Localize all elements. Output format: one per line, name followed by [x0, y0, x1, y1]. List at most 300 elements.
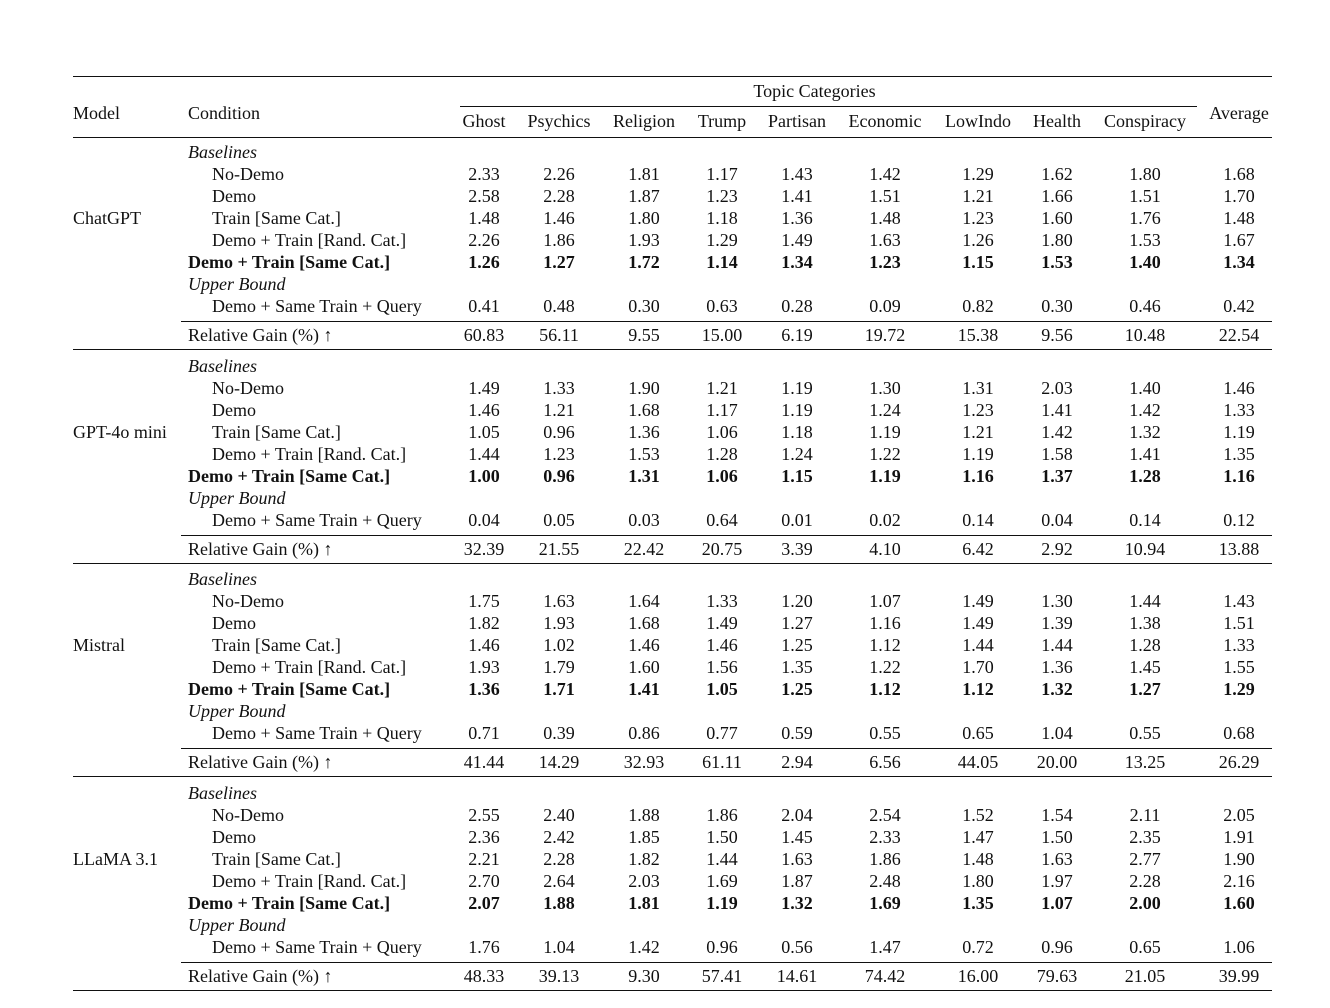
table-cell: 1.36 [781, 208, 813, 228]
table-cell: 14.61 [776, 966, 818, 986]
header-category: Psychics [527, 111, 591, 131]
table-cell: 9.55 [628, 325, 660, 345]
table-cell: 1.44 [1129, 591, 1161, 611]
table-cell: 1.16 [869, 613, 901, 633]
table-cell: 2.36 [468, 827, 500, 847]
table-cell: 2.33 [869, 827, 901, 847]
table-cell: 1.45 [1129, 657, 1161, 677]
relative-gain-label: Relative Gain (%) ↑ [188, 752, 333, 772]
table-cell: 1.88 [543, 893, 575, 913]
header-category: Religion [613, 111, 675, 131]
table-cell: 1.12 [962, 679, 994, 699]
table-cell: 1.26 [962, 230, 994, 250]
table-cell: 1.33 [543, 378, 575, 398]
table-cell: 2.33 [468, 164, 500, 184]
table-cell: 48.33 [463, 966, 505, 986]
table-cell: 1.44 [1041, 635, 1073, 655]
table-cell: 1.49 [706, 613, 738, 633]
table-cell: 1.00 [468, 466, 500, 486]
header-bottom-rule [73, 137, 1272, 138]
table-cell: 1.41 [628, 679, 660, 699]
table-cell: 1.80 [962, 871, 994, 891]
table-cell: 1.53 [1129, 230, 1161, 250]
condition-label: Demo + Train [Same Cat.] [188, 893, 391, 913]
table-cell: 4.10 [869, 539, 901, 559]
table-cell: 1.36 [468, 679, 500, 699]
condition-label: Demo [212, 400, 256, 420]
table-cell: 1.19 [1223, 422, 1255, 442]
table-cell: 0.59 [781, 723, 813, 743]
table-cell: 1.06 [706, 422, 738, 442]
table-cell: 2.48 [869, 871, 901, 891]
table-cell: 1.72 [628, 252, 660, 272]
table-cell: 57.41 [701, 966, 743, 986]
table-cell: 2.28 [543, 849, 575, 869]
condition-label: Demo + Train [Same Cat.] [188, 466, 391, 486]
table-cell: 2.07 [468, 893, 500, 913]
table-cell: 1.48 [962, 849, 994, 869]
section-rule [73, 563, 1272, 564]
table-cell: 1.49 [781, 230, 813, 250]
table-cell: 1.22 [869, 657, 901, 677]
table-cell: 0.71 [468, 723, 500, 743]
table-cell: 0.14 [962, 510, 994, 530]
table-cell: 1.86 [869, 849, 901, 869]
table-cell: 1.42 [1041, 422, 1073, 442]
table-cell: 1.23 [962, 208, 994, 228]
table-cell: 1.35 [781, 657, 813, 677]
table-cell: 1.68 [628, 613, 660, 633]
table-cell: 1.02 [543, 635, 575, 655]
table-cell: 0.01 [781, 510, 813, 530]
table-cell: 0.96 [706, 937, 738, 957]
condition-label: Demo + Train [Same Cat.] [188, 679, 391, 699]
table-cell: 32.93 [623, 752, 665, 772]
table-cell: 1.19 [869, 422, 901, 442]
condition-label: Demo [212, 827, 256, 847]
table-cell: 2.16 [1223, 871, 1255, 891]
table-cell: 1.16 [1223, 466, 1255, 486]
table-cell: 1.54 [1041, 805, 1073, 825]
table-cell: 0.82 [962, 296, 994, 316]
table-cell: 1.93 [628, 230, 660, 250]
condition-label: Demo + Train [Rand. Cat.] [212, 444, 407, 464]
table-cell: 1.07 [1041, 893, 1073, 913]
table-cell: 21.55 [538, 539, 580, 559]
table-cell: 39.99 [1218, 966, 1260, 986]
table-cell: 1.38 [1129, 613, 1161, 633]
table-cell: 1.32 [781, 893, 813, 913]
table-cell: 1.81 [628, 893, 660, 913]
table-cell: 1.69 [869, 893, 901, 913]
table-cell: 1.41 [781, 186, 813, 206]
condition-group-label: Upper Bound [188, 915, 286, 935]
table-cell: 0.96 [543, 422, 575, 442]
table-cell: 1.32 [1129, 422, 1161, 442]
table-cell: 1.40 [1129, 378, 1161, 398]
condition-label: Demo + Same Train + Query [212, 723, 422, 743]
table-cell: 1.56 [706, 657, 738, 677]
table-cell: 2.21 [468, 849, 500, 869]
condition-label: Demo + Train [Rand. Cat.] [212, 657, 407, 677]
table-cell: 1.51 [1223, 613, 1255, 633]
table-cell: 41.44 [463, 752, 505, 772]
table-cell: 1.23 [869, 252, 901, 272]
gain-rule [181, 535, 1272, 536]
table-cell: 1.46 [468, 400, 500, 420]
table-cell: 1.90 [628, 378, 660, 398]
table-cell: 10.94 [1124, 539, 1166, 559]
table-cell: 1.41 [1041, 400, 1073, 420]
table-cell: 1.31 [628, 466, 660, 486]
table-cell: 0.65 [1129, 937, 1161, 957]
table-cell: 1.50 [706, 827, 738, 847]
condition-label: Train [Same Cat.] [212, 849, 341, 869]
table-cell: 2.94 [781, 752, 813, 772]
table-cell: 1.31 [962, 378, 994, 398]
table-cell: 1.21 [962, 186, 994, 206]
table-cell: 1.48 [1223, 208, 1255, 228]
topic-categories-rule [460, 106, 1197, 107]
condition-group-label: Upper Bound [188, 488, 286, 508]
table-cell: 1.27 [543, 252, 575, 272]
table-cell: 13.25 [1124, 752, 1166, 772]
table-cell: 1.46 [543, 208, 575, 228]
table-cell: 19.72 [864, 325, 906, 345]
table-cell: 1.18 [706, 208, 738, 228]
table-cell: 1.49 [468, 378, 500, 398]
header-category: Partisan [768, 111, 826, 131]
table-cell: 0.09 [869, 296, 901, 316]
table-cell: 0.30 [1041, 296, 1073, 316]
table-cell: 0.39 [543, 723, 575, 743]
top-rule [73, 76, 1272, 77]
condition-label: Train [Same Cat.] [212, 635, 341, 655]
condition-label: No-Demo [212, 164, 284, 184]
table-cell: 1.80 [628, 208, 660, 228]
table-cell: 1.21 [706, 378, 738, 398]
table-cell: 1.28 [706, 444, 738, 464]
table-cell: 2.26 [468, 230, 500, 250]
table-cell: 0.12 [1223, 510, 1255, 530]
condition-label: Demo + Train [Rand. Cat.] [212, 871, 407, 891]
table-cell: 14.29 [538, 752, 580, 772]
table-cell: 1.33 [1223, 400, 1255, 420]
table-cell: 1.70 [962, 657, 994, 677]
table-cell: 1.43 [781, 164, 813, 184]
table-cell: 1.66 [1041, 186, 1073, 206]
header-category: Economic [848, 111, 922, 131]
table-cell: 1.36 [1041, 657, 1073, 677]
table-cell: 1.53 [1041, 252, 1073, 272]
table-cell: 1.35 [1223, 444, 1255, 464]
table-cell: 1.07 [869, 591, 901, 611]
header-category: Conspiracy [1104, 111, 1186, 131]
table-cell: 1.33 [1223, 635, 1255, 655]
condition-label: Demo + Same Train + Query [212, 937, 422, 957]
table-cell: 1.70 [1223, 186, 1255, 206]
table-cell: 1.47 [962, 827, 994, 847]
table-cell: 0.77 [706, 723, 738, 743]
table-cell: 1.23 [543, 444, 575, 464]
table-cell: 2.92 [1041, 539, 1073, 559]
table-cell: 20.00 [1036, 752, 1078, 772]
table-cell: 1.64 [628, 591, 660, 611]
condition-label: No-Demo [212, 378, 284, 398]
section-rule [73, 776, 1272, 777]
table-cell: 1.24 [781, 444, 813, 464]
table-cell: 0.04 [1041, 510, 1073, 530]
condition-group-label: Baselines [188, 783, 257, 803]
table-cell: 1.46 [1223, 378, 1255, 398]
table-cell: 1.46 [706, 635, 738, 655]
table-cell: 0.55 [869, 723, 901, 743]
table-cell: 1.44 [468, 444, 500, 464]
table-cell: 1.80 [1129, 164, 1161, 184]
table-cell: 1.47 [869, 937, 901, 957]
table-cell: 9.56 [1041, 325, 1073, 345]
table-cell: 1.85 [628, 827, 660, 847]
table-cell: 2.54 [869, 805, 901, 825]
table-cell: 10.48 [1124, 325, 1166, 345]
condition-group-label: Upper Bound [188, 701, 286, 721]
table-cell: 79.63 [1036, 966, 1078, 986]
table-cell: 60.83 [463, 325, 505, 345]
relative-gain-label: Relative Gain (%) ↑ [188, 539, 333, 559]
header-category: LowIndo [945, 111, 1011, 131]
header-category: Trump [697, 111, 747, 131]
table-cell: 1.46 [628, 635, 660, 655]
table-cell: 0.86 [628, 723, 660, 743]
table-cell: 1.30 [869, 378, 901, 398]
condition-label: No-Demo [212, 591, 284, 611]
table-cell: 2.40 [543, 805, 575, 825]
table-cell: 1.58 [1041, 444, 1073, 464]
table-cell: 1.60 [628, 657, 660, 677]
table-cell: 1.49 [962, 591, 994, 611]
table-cell: 1.51 [1129, 186, 1161, 206]
table-cell: 20.75 [701, 539, 743, 559]
table-cell: 1.05 [706, 679, 738, 699]
condition-label: Demo + Train [Same Cat.] [188, 252, 391, 272]
table-cell: 9.30 [628, 966, 660, 986]
condition-label: Demo + Same Train + Query [212, 296, 422, 316]
table-cell: 1.63 [1041, 849, 1073, 869]
table-cell: 0.46 [1129, 296, 1161, 316]
header-model: Model [73, 103, 120, 123]
relative-gain-label: Relative Gain (%) ↑ [188, 966, 333, 986]
table-cell: 1.19 [962, 444, 994, 464]
table-cell: 1.25 [781, 679, 813, 699]
table-cell: 1.88 [628, 805, 660, 825]
table-cell: 1.32 [1041, 679, 1073, 699]
table-cell: 0.04 [468, 510, 500, 530]
table-cell: 2.64 [543, 871, 575, 891]
table-cell: 1.18 [781, 422, 813, 442]
section-rule [73, 990, 1272, 991]
table-cell: 3.39 [781, 539, 813, 559]
table-cell: 1.93 [543, 613, 575, 633]
table-cell: 1.55 [1223, 657, 1255, 677]
table-cell: 2.77 [1129, 849, 1161, 869]
table-cell: 1.30 [1041, 591, 1073, 611]
condition-label: Demo + Train [Rand. Cat.] [212, 230, 407, 250]
table-cell: 0.30 [628, 296, 660, 316]
table-cell: 0.72 [962, 937, 994, 957]
table-cell: 0.63 [706, 296, 738, 316]
table-cell: 74.42 [864, 966, 906, 986]
table-cell: 1.62 [1041, 164, 1073, 184]
table-cell: 1.42 [628, 937, 660, 957]
table-cell: 1.39 [1041, 613, 1073, 633]
condition-label: Demo + Same Train + Query [212, 510, 422, 530]
condition-group-label: Baselines [188, 142, 257, 162]
table-cell: 1.48 [869, 208, 901, 228]
table-cell: 1.63 [543, 591, 575, 611]
table-cell: 1.29 [1223, 679, 1255, 699]
table-cell: 2.00 [1129, 893, 1161, 913]
table-cell: 22.42 [623, 539, 665, 559]
table-cell: 1.37 [1041, 466, 1073, 486]
table-cell: 0.41 [468, 296, 500, 316]
table-cell: 1.12 [869, 635, 901, 655]
table-cell: 1.42 [869, 164, 901, 184]
header-category: Ghost [462, 111, 506, 131]
table-cell: 1.76 [1129, 208, 1161, 228]
table-cell: 1.27 [781, 613, 813, 633]
table-cell: 2.42 [543, 827, 575, 847]
table-cell: 0.64 [706, 510, 738, 530]
table-cell: 1.52 [962, 805, 994, 825]
table-cell: 1.34 [781, 252, 813, 272]
condition-label: Demo [212, 613, 256, 633]
table-cell: 1.60 [1223, 893, 1255, 913]
table-cell: 1.53 [628, 444, 660, 464]
table-cell: 1.79 [543, 657, 575, 677]
table-cell: 16.00 [957, 966, 999, 986]
table-cell: 1.19 [869, 466, 901, 486]
table-cell: 2.04 [781, 805, 813, 825]
header-category: Health [1033, 111, 1081, 131]
table-cell: 0.48 [543, 296, 575, 316]
table-cell: 0.68 [1223, 723, 1255, 743]
table-cell: 1.33 [706, 591, 738, 611]
table-cell: 0.55 [1129, 723, 1161, 743]
table-cell: 1.82 [468, 613, 500, 633]
table-cell: 56.11 [539, 325, 579, 345]
table-cell: 1.86 [543, 230, 575, 250]
table-cell: 1.27 [1129, 679, 1161, 699]
table-cell: 1.81 [628, 164, 660, 184]
table-cell: 1.51 [869, 186, 901, 206]
table-cell: 6.19 [781, 325, 813, 345]
table-cell: 1.29 [962, 164, 994, 184]
table-cell: 1.19 [706, 893, 738, 913]
table-cell: 2.58 [468, 186, 500, 206]
table-cell: 1.12 [869, 679, 901, 699]
table-cell: 1.20 [781, 591, 813, 611]
table-cell: 22.54 [1218, 325, 1260, 345]
table-cell: 1.49 [962, 613, 994, 633]
table-cell: 44.05 [957, 752, 999, 772]
table-cell: 2.05 [1223, 805, 1255, 825]
condition-group-label: Upper Bound [188, 274, 286, 294]
table-cell: 2.26 [543, 164, 575, 184]
header-topic-categories: Topic Categories [753, 81, 876, 101]
table-cell: 2.11 [1129, 805, 1161, 825]
model-name: LLaMA 3.1 [73, 849, 158, 869]
table-cell: 1.36 [628, 422, 660, 442]
table-cell: 39.13 [538, 966, 580, 986]
condition-label: No-Demo [212, 805, 284, 825]
table-cell: 1.35 [962, 893, 994, 913]
table-cell: 1.19 [781, 378, 813, 398]
table-cell: 1.44 [962, 635, 994, 655]
table-cell: 1.22 [869, 444, 901, 464]
table-cell: 1.15 [781, 466, 813, 486]
table-cell: 1.60 [1041, 208, 1073, 228]
table-cell: 1.69 [706, 871, 738, 891]
table-cell: 6.56 [869, 752, 901, 772]
table-cell: 1.23 [962, 400, 994, 420]
table-cell: 1.05 [468, 422, 500, 442]
model-name: GPT-4o mini [73, 422, 167, 442]
table-cell: 1.06 [706, 466, 738, 486]
table-cell: 0.28 [781, 296, 813, 316]
table-cell: 32.39 [463, 539, 505, 559]
table-cell: 1.90 [1223, 849, 1255, 869]
table-cell: 2.28 [1129, 871, 1161, 891]
table-cell: 26.29 [1218, 752, 1260, 772]
table-cell: 1.29 [706, 230, 738, 250]
table-cell: 1.24 [869, 400, 901, 420]
table-cell: 2.35 [1129, 827, 1161, 847]
table-cell: 1.68 [628, 400, 660, 420]
table-cell: 1.46 [468, 635, 500, 655]
table-cell: 1.23 [706, 186, 738, 206]
table-cell: 1.87 [628, 186, 660, 206]
table-cell: 2.28 [543, 186, 575, 206]
header-average: Average [1209, 103, 1269, 123]
gain-rule [181, 962, 1272, 963]
table-cell: 1.04 [543, 937, 575, 957]
table-cell: 1.41 [1129, 444, 1161, 464]
table-cell: 1.87 [781, 871, 813, 891]
table-cell: 1.25 [781, 635, 813, 655]
table-cell: 1.40 [1129, 252, 1161, 272]
condition-group-label: Baselines [188, 356, 257, 376]
table-cell: 1.42 [1129, 400, 1161, 420]
table-cell: 1.44 [706, 849, 738, 869]
section-rule [73, 349, 1272, 350]
table-cell: 0.03 [628, 510, 660, 530]
table-cell: 0.96 [1041, 937, 1073, 957]
table-cell: 21.05 [1124, 966, 1166, 986]
gain-rule [181, 321, 1272, 322]
table-cell: 1.21 [962, 422, 994, 442]
table-cell: 1.43 [1223, 591, 1255, 611]
table-cell: 1.91 [1223, 827, 1255, 847]
table-cell: 1.26 [468, 252, 500, 272]
table-cell: 0.02 [869, 510, 901, 530]
table-cell: 2.03 [1041, 378, 1073, 398]
table-cell: 61.11 [702, 752, 742, 772]
condition-group-label: Baselines [188, 569, 257, 589]
relative-gain-label: Relative Gain (%) ↑ [188, 325, 333, 345]
table-cell: 1.28 [1129, 635, 1161, 655]
table-cell: 1.04 [1041, 723, 1073, 743]
table-cell: 1.82 [628, 849, 660, 869]
